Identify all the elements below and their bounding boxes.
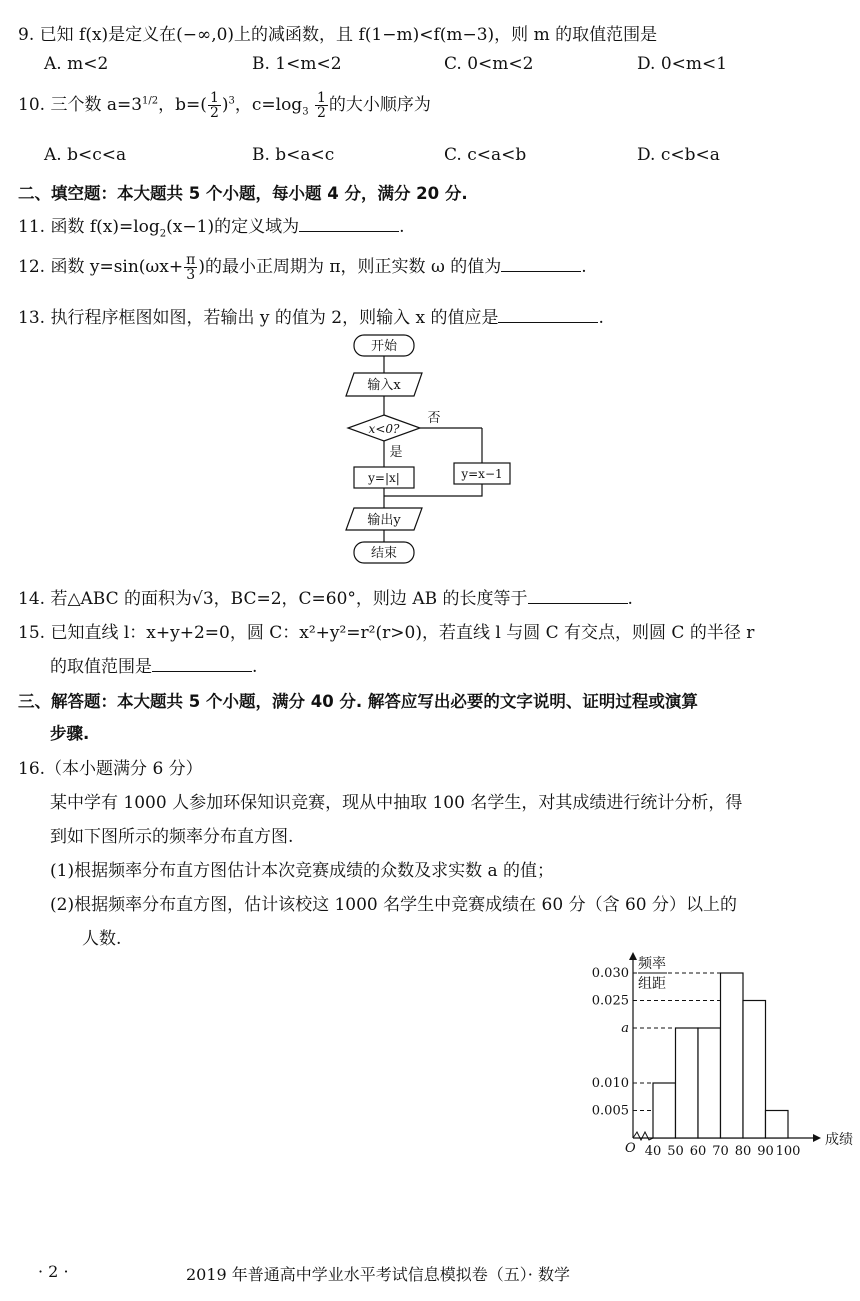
q9-stem: 9. 已知 f(x)是定义在(−∞,0)上的减函数，且 f(1−m)<f(m−3)，则 m 的取值范围是 [18, 25, 658, 45]
q13-answer-blank[interactable] [498, 308, 598, 323]
footer-title: 2019 年普通高中学业水平考试信息模拟卷（五）· 数学 [186, 1265, 570, 1284]
q13-stem: 13. 执行程序框图如图，若输出 y 的值为 2，则输入 x 的值应是 . [18, 308, 604, 328]
y-axis-arrow [629, 952, 637, 960]
flow-output-label: 输出y [367, 513, 401, 528]
histogram-bar [653, 1083, 676, 1138]
page-number: · 2 · [38, 1262, 69, 1281]
x-axis-label: 成绩 [825, 1132, 853, 1148]
x-axis-arrow [813, 1134, 821, 1142]
x-tick-label: 40 [644, 1144, 662, 1159]
q16-subquestion-2a: (2)根据频率分布直方图，估计该校这 1000 名学生中竞赛成绩在 60 分（含 60 分）以上的 [50, 895, 738, 915]
x-tick-label: 70 [712, 1144, 729, 1159]
x-tick-label: 60 [689, 1144, 707, 1159]
q9-option-a: A. m<2 [44, 54, 109, 74]
y-axis-label-numerator: 频率 [638, 956, 666, 972]
histogram-bar [698, 1028, 721, 1138]
axis-break [633, 1132, 653, 1140]
q10-option-c: C. c<a<b [444, 145, 527, 165]
y-tick-label: 0.005 [591, 1103, 629, 1119]
q14-answer-blank[interactable] [528, 589, 628, 604]
histogram-bar [676, 1028, 699, 1138]
y-tick-label: 0.010 [591, 1076, 629, 1091]
origin-label: O [625, 1141, 636, 1156]
x-tick-label: 50 [667, 1144, 684, 1159]
frequency-histogram [575, 950, 853, 1165]
x-tick-label: 100 [775, 1144, 801, 1159]
q16-subquestion-1: (1)根据频率分布直方图估计本次竞赛成绩的众数及求实数 a 的值； [50, 861, 555, 881]
q16-paragraph-line1: 某中学有 1000 人参加环保知识竞赛，现从中抽取 100 名学生，对其成绩进行统计分析，得 [50, 793, 743, 813]
q10-option-a: A. b<c<a [44, 145, 127, 165]
y-tick-label: 0.030 [591, 966, 629, 981]
flow-no-label: 否 [427, 411, 441, 426]
q12-stem: 12. 函数 y=sin(ωx+ $\frac{\pi}{3}$ )的最小正周期为 π，则正实数 ω 的值为 . [18, 252, 587, 283]
q15-answer-blank[interactable] [152, 657, 252, 672]
y-tick-label: a [621, 1021, 629, 1036]
q9-option-b: B. 1<m<2 [252, 54, 342, 74]
y-tick-label: 0.025 [591, 993, 629, 1009]
flow-condition-label: x<0? [368, 422, 400, 436]
x-tick-label: 80 [734, 1144, 752, 1159]
q16-subquestion-2b: 人数. [82, 929, 122, 949]
section-2-heading: 二、填空题：本大题共 5 个小题，每小题 4 分，满分 20 分. [18, 184, 468, 203]
flowchart [330, 330, 550, 570]
q16-paragraph-line2: 到如下图所示的频率分布直方图. [50, 827, 294, 847]
section-3-heading-line2: 步骤. [50, 724, 90, 743]
q10-option-d: D. c<b<a [637, 145, 720, 165]
histogram-bar [721, 973, 744, 1138]
q15-line2: 的取值范围是 . [50, 657, 258, 677]
q11-stem: 11. 函数 $f(x)=\log_2(x-1)$的定义域为 . [18, 217, 405, 240]
flow-end-label: 结束 [370, 546, 398, 561]
flow-no-box-label: y=x−1 [461, 467, 503, 481]
q9-option-d: D. 0<m<1 [637, 54, 728, 74]
q10-option-b: B. b<a<c [252, 145, 335, 165]
q9-option-c: C. 0<m<2 [444, 54, 534, 74]
flow-input-label: 输入x [367, 378, 401, 393]
q14-stem: 14. 若△ABC 的面积为√3，BC=2，C=60°，则边 AB 的长度等于 . [18, 589, 633, 609]
q10-stem: 10. 三个数 $a=3^{1/2}$，b=( $\frac{1}{2}$ )$^3$，$c=\log_3$ $\frac{1}{2}$ 的大小顺序为 [18, 90, 431, 121]
histogram-bar [743, 1001, 766, 1139]
flow-yes-label: 是 [389, 445, 403, 460]
flow-start-label: 开始 [370, 339, 398, 354]
flow-yes-box-label: y=|x| [368, 471, 400, 485]
section-3-heading-line1: 三、解答题：本大题共 5 个小题，满分 40 分. 解答应写出必要的文字说明、证明过程或演算 [18, 692, 698, 711]
q15-line1: 15. 已知直线 l：x+y+2=0，圆 C：x²+y²=r²(r>0)，若直线 l 与圆 C 有交点，则圆 C 的半径 r [18, 623, 755, 643]
histogram-bar [766, 1111, 789, 1139]
q16-heading: 16.（本小题满分 6 分） [18, 759, 203, 779]
y-axis-label-denominator: 组距 [638, 976, 666, 992]
q11-answer-blank[interactable] [299, 217, 399, 232]
x-tick-label: 90 [757, 1144, 774, 1159]
q12-answer-blank[interactable] [501, 257, 581, 272]
